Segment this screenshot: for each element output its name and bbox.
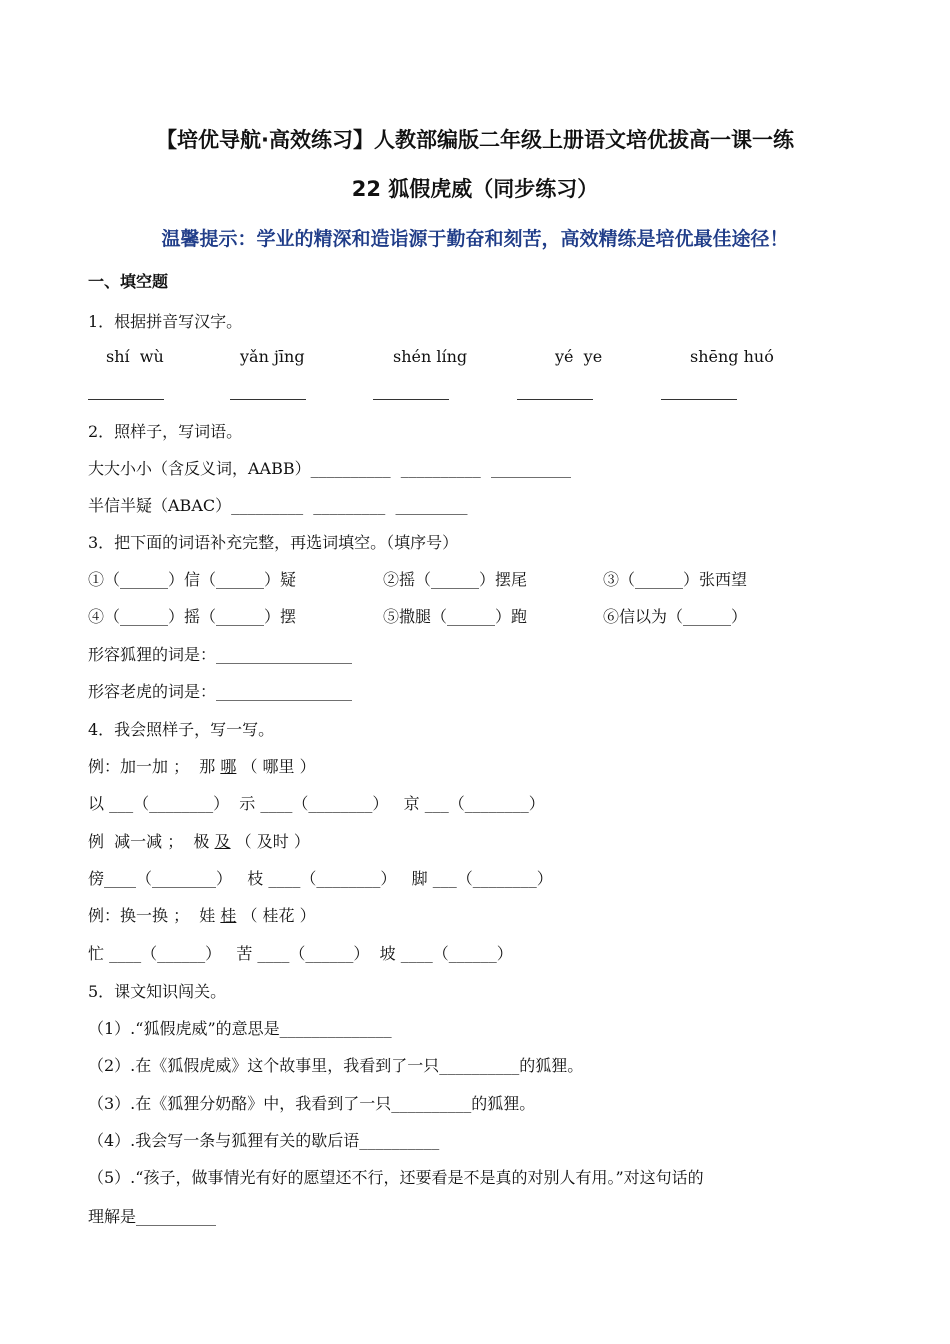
- example-1-text: 例：加一加 ； 那: [88, 757, 216, 776]
- example-1-word: （ 哪里 ）: [241, 757, 316, 776]
- q5-item-5: （5）.“孩子，做事情光有好的愿望还不行，还要看是不是真的对别人有用。”对这句话的: [88, 1168, 704, 1187]
- example-1-answer: 哪: [220, 757, 237, 776]
- pinyin-2: yǎn jīng: [240, 347, 305, 366]
- answer-blank-4[interactable]: [517, 399, 593, 400]
- q5-item-1: （1）.“狐假虎威”的意思是______________: [88, 1019, 392, 1038]
- exercise-row-3: 忙 ____（______） 苦 ____（______） 坡 ____（______）: [88, 944, 513, 963]
- q5-item-3: （3）.在《狐狸分奶酪》中，我看到了一只__________的狐狸。: [88, 1094, 536, 1113]
- idiom-4: ④（______）摇（______）摆: [88, 607, 297, 626]
- q5-item-2: （2）.在《狐假虎威》这个故事里，我看到了一只__________的狐狸。: [88, 1056, 584, 1075]
- example-2-answer: 及: [214, 832, 231, 851]
- example-2-text: 例 减一减 ； 极: [88, 832, 210, 851]
- section-heading: 一、填空题: [88, 272, 169, 291]
- question-2-prompt: 2．照样子，写词语。: [88, 422, 243, 441]
- answer-blank-5[interactable]: [661, 399, 737, 400]
- example-3-answer: 桂: [220, 906, 237, 925]
- q5-item-4: （4）.我会写一条与狐狸有关的歇后语__________: [88, 1131, 440, 1150]
- idiom-3: ③（______）张西望: [603, 570, 748, 589]
- answer-blank-1[interactable]: [88, 399, 164, 400]
- fox-words-line: 形容狐狸的词是：_________________: [88, 645, 353, 664]
- answer-blank-2[interactable]: [230, 399, 306, 400]
- exercise-row-2: 傍____（________） 枝 ____（________） 脚 ___（________）: [88, 869, 553, 888]
- exercise-row-1: 以 ___（________） 示 ____（________） 京 ___（________）: [88, 794, 545, 813]
- question-4-prompt: 4．我会照样子，写一写。: [88, 720, 275, 739]
- question-2-line-2: 半信半疑（ABAC）_________ _________ _________: [88, 496, 468, 515]
- idiom-5: ⑤撒腿（______）跑: [383, 607, 528, 626]
- q5-item-5-continued: 理解是__________: [88, 1207, 217, 1226]
- idiom-6: ⑥信以为（______）: [603, 607, 748, 626]
- tip-banner: 温馨提示：学业的精深和造诣源于勤奋和刻苦，高效精练是培优最佳途径！: [161, 228, 789, 250]
- idiom-2: ②摇（______）摆尾: [383, 570, 528, 589]
- example-3: [88, 905, 316, 927]
- idiom-1: ①（______）信（______）疑: [88, 570, 297, 589]
- pinyin-3: shén líng: [393, 347, 468, 366]
- example-3-word: （ 桂花 ）: [241, 906, 316, 925]
- question-3-prompt: 3．把下面的词语补充完整，再选词填空。（填序号）: [88, 533, 459, 552]
- example-1: [88, 756, 316, 778]
- example-3-text: 例：换一换 ； 娃: [88, 906, 216, 925]
- pinyin-5: shēng huó: [690, 347, 774, 366]
- example-2: [88, 831, 310, 853]
- example-2-word: （ 及时 ）: [235, 832, 310, 851]
- pinyin-4: yé ye: [555, 347, 603, 366]
- tiger-words-line: 形容老虎的词是：_________________: [88, 682, 353, 701]
- document-title: 【培优导航·高效练习】人教部编版二年级上册语文培优拔高一课一练: [156, 128, 794, 152]
- question-1-prompt: 1．根据拼音写汉字。: [88, 312, 243, 331]
- answer-blank-3[interactable]: [373, 399, 449, 400]
- pinyin-1: shí wù: [106, 347, 164, 366]
- document-subtitle: 22 狐假虎威（同步练习）: [351, 177, 599, 201]
- question-5-prompt: 5．课文知识闯关。: [88, 982, 227, 1001]
- question-2-line-1: 大大小小（含反义词，AABB）__________ __________ __________: [88, 459, 571, 478]
